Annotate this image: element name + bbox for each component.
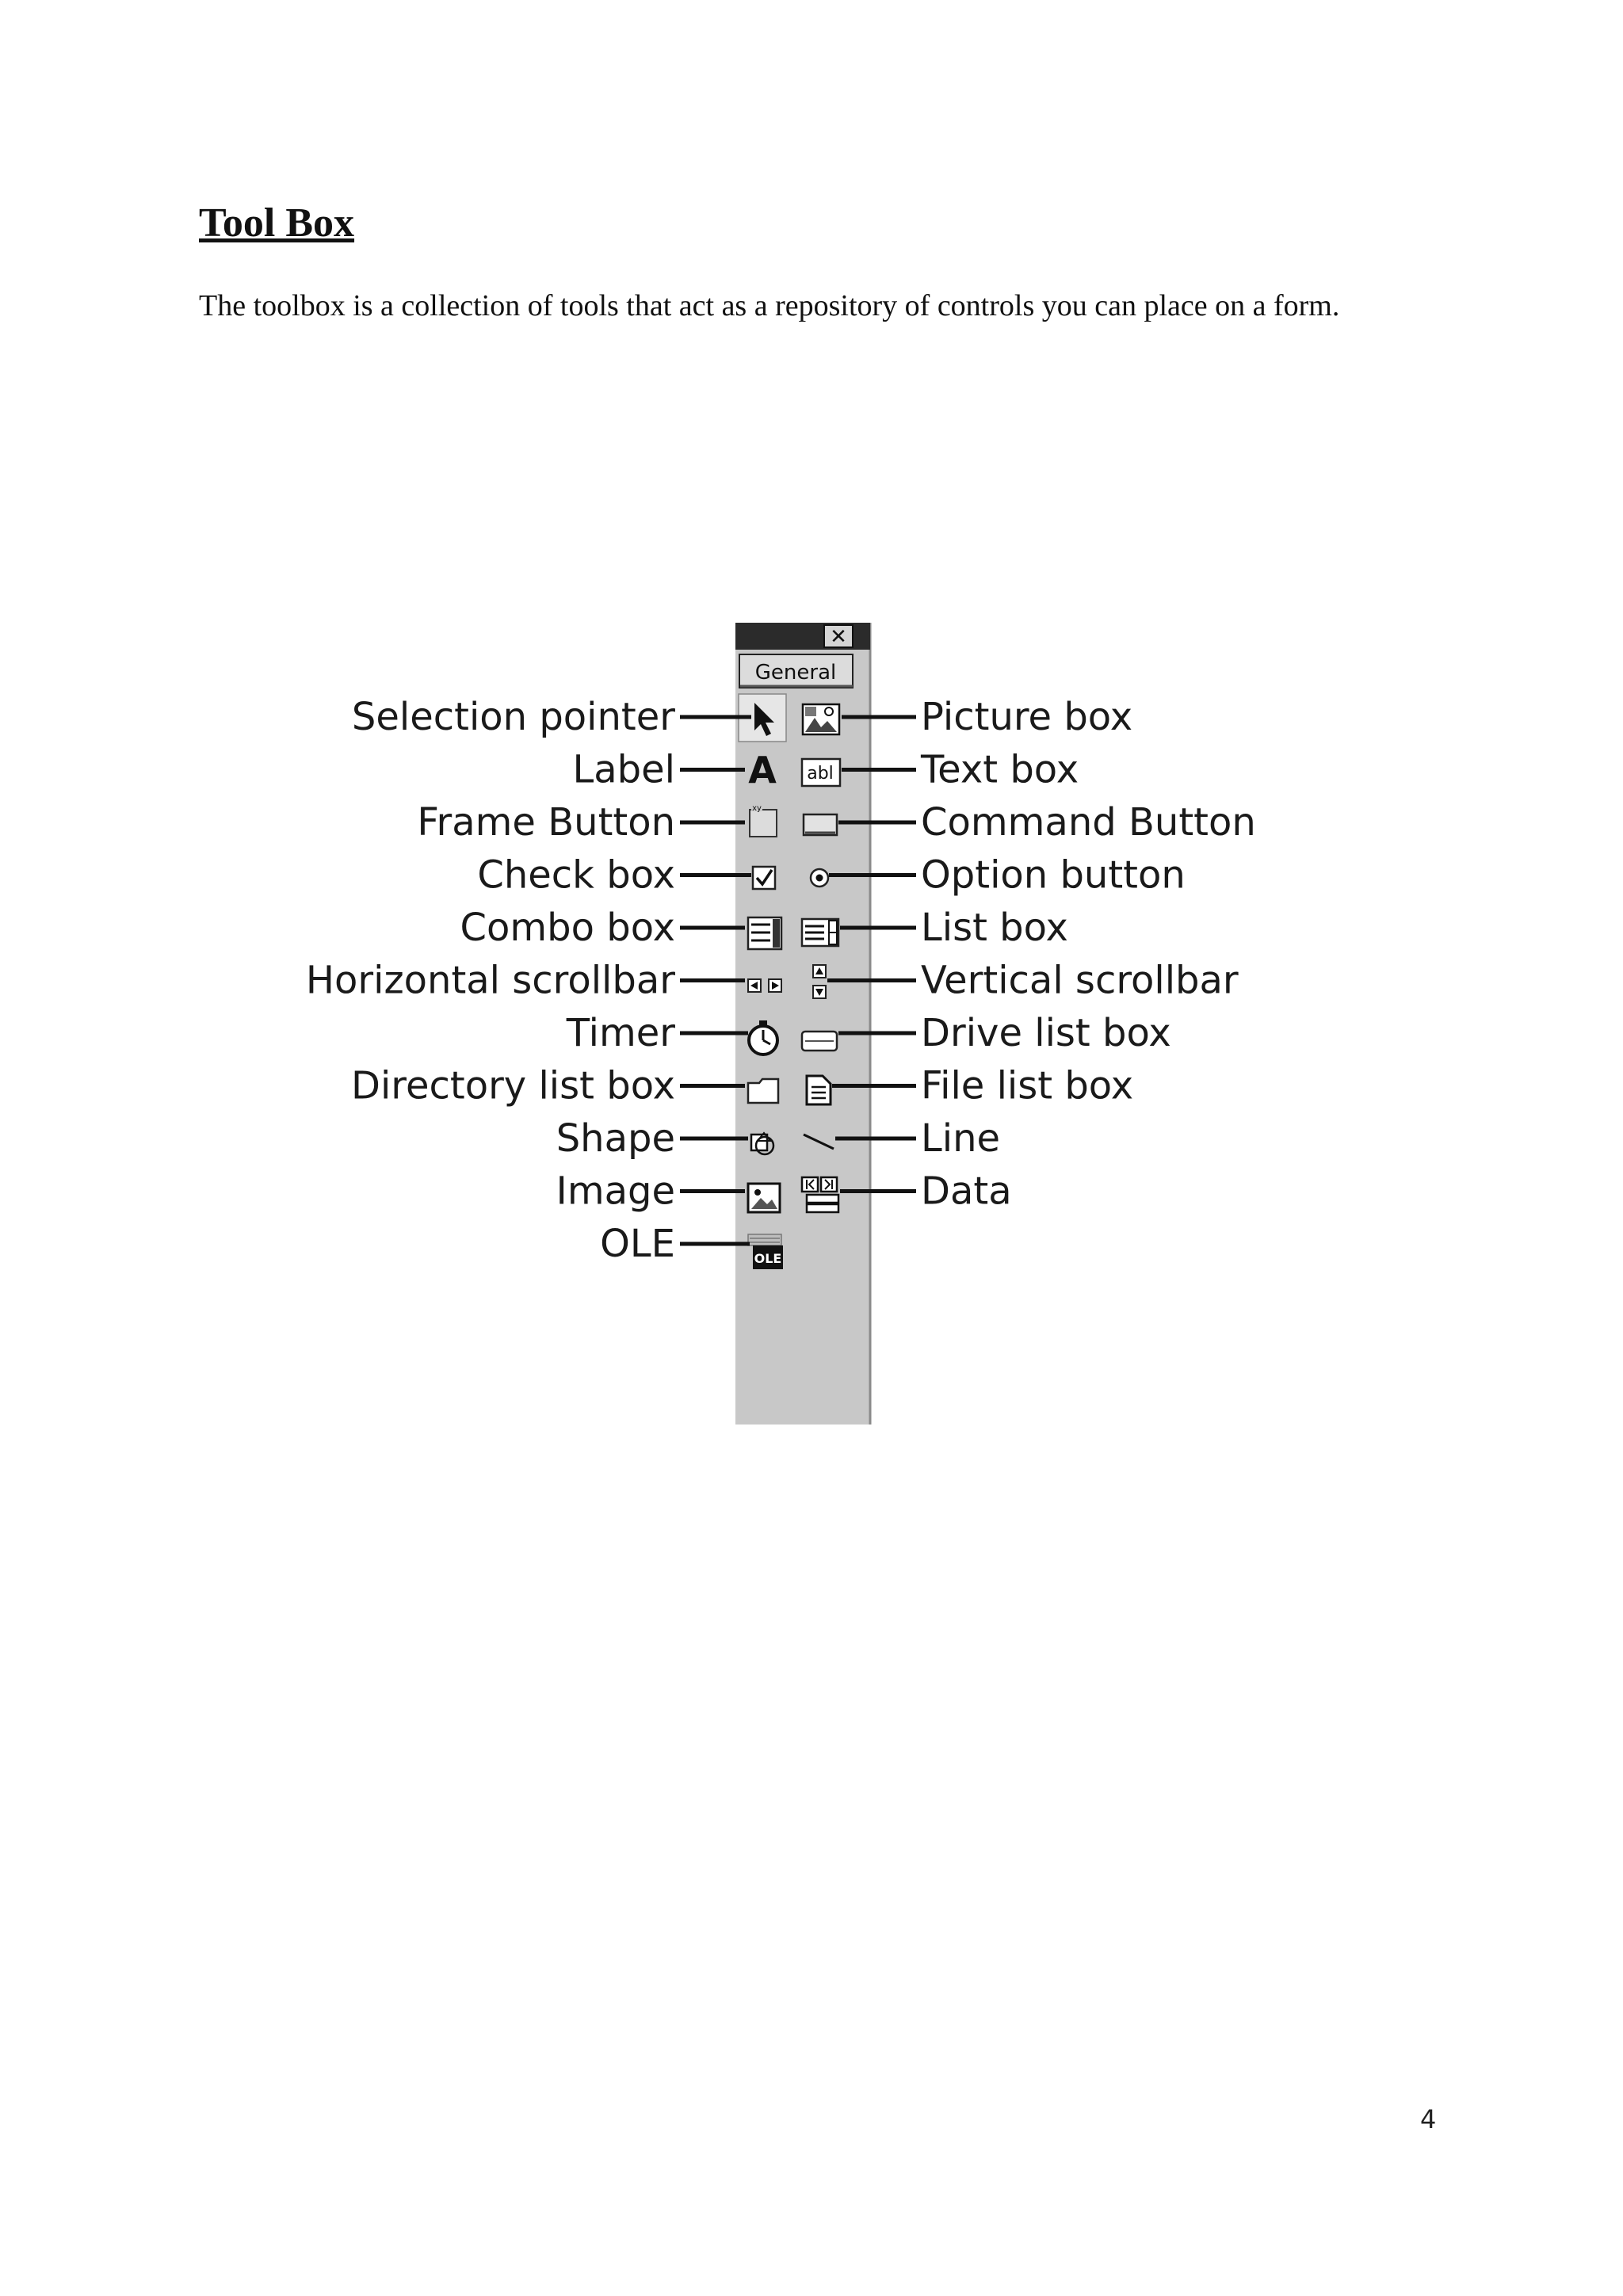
list-box-icon[interactable]: [802, 919, 838, 946]
toolbox-panel: [735, 623, 870, 1425]
label-picture-box: Picture box: [921, 695, 1133, 739]
toolbox-window: [735, 623, 870, 1425]
page-number: 4: [1420, 2104, 1437, 2134]
label-selection-pointer: Selection pointer: [351, 695, 675, 739]
file-list-box-icon[interactable]: [807, 1076, 831, 1104]
label-shape: Shape: [556, 1116, 675, 1161]
option-button-icon[interactable]: [811, 869, 828, 887]
label-text-box: Text box: [921, 747, 1079, 792]
label-command-button: Command Button: [921, 800, 1256, 845]
drive-list-box-icon[interactable]: [802, 1032, 837, 1051]
text-box-icon[interactable]: [802, 759, 840, 786]
label-drive-list-box: Drive list box: [921, 1011, 1171, 1055]
tab-general[interactable]: [739, 654, 853, 688]
label-horizontal-scrollbar: Horizontal scrollbar: [305, 958, 675, 1003]
tab-general-label: General: [754, 661, 837, 685]
label-combo-box: Combo box: [460, 906, 675, 950]
directory-list-box-icon[interactable]: [748, 1079, 778, 1103]
section-heading: Tool Box: [199, 200, 355, 246]
right-labels: [920, 695, 1256, 1214]
frame-icon[interactable]: [750, 804, 777, 837]
label-frame-button: Frame Button: [417, 800, 675, 845]
label-icon-glyph: A: [748, 749, 777, 791]
ole-icon-text: OLE: [754, 1251, 782, 1266]
label-ole: OLE: [600, 1222, 675, 1266]
label-file-list-box: File list box: [921, 1063, 1134, 1108]
command-button-icon[interactable]: [804, 814, 837, 835]
ole-icon[interactable]: [748, 1234, 783, 1269]
label-option-button: Option button: [921, 852, 1186, 898]
label-vertical-scrollbar: Vertical scrollbar: [921, 958, 1239, 1003]
label-label: Label: [572, 747, 675, 792]
image-icon[interactable]: [748, 1184, 780, 1212]
label-data: Data: [921, 1169, 1012, 1214]
intro-paragraph: The toolbox is a collection of tools that act as a repository of controls you can place on a form.: [199, 289, 1340, 322]
left-labels: [306, 695, 675, 1266]
label-line: Line: [921, 1116, 1001, 1161]
label-timer: Timer: [566, 1011, 675, 1055]
label-image: Image: [556, 1169, 675, 1214]
text-box-icon-text: abl: [807, 764, 834, 784]
check-box-icon[interactable]: [753, 867, 775, 889]
selection-pointer-icon[interactable]: [739, 694, 786, 742]
picture-box-icon[interactable]: [803, 704, 839, 734]
label-directory-list-box: Directory list box: [350, 1063, 675, 1108]
label-icon[interactable]: [748, 749, 777, 791]
close-icon: ✕: [830, 625, 847, 649]
label-list-box: List box: [921, 906, 1068, 950]
data-icon[interactable]: [802, 1177, 838, 1212]
svg-text:xy: xy: [752, 804, 762, 813]
close-button[interactable]: [824, 625, 853, 649]
label-check-box: Check box: [477, 852, 675, 898]
combo-box-icon[interactable]: [748, 917, 781, 949]
